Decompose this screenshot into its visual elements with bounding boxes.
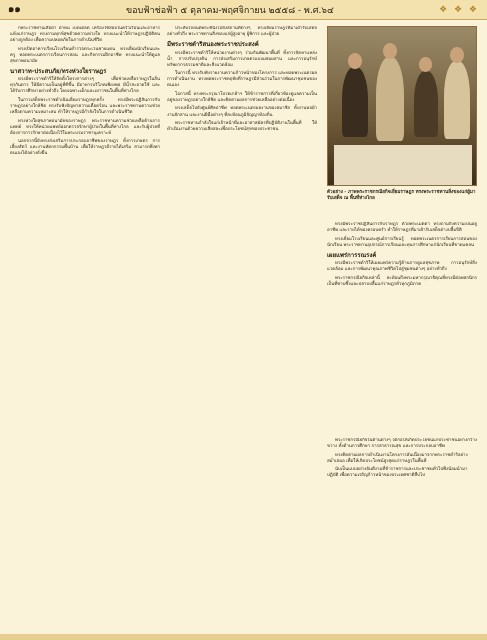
section-heading: นาสวาท-ประสบภัย/ทรงห่วงใยราษฎร	[10, 67, 107, 75]
photo-head	[348, 53, 362, 69]
page-number: ๑๑	[8, 4, 21, 15]
photo-person	[376, 57, 404, 141]
column-middle	[167, 26, 317, 632]
paragraph: ทรงเสด็จไปยังศูนย์ศิลปาชีพ ทอดพระเนตรผลงานของสมาชิก ทั้งงานทอผ้า งานจักสาน และงานฝีมือต่างๆ ที่สะท้อนภูมิปัญญาท้องถิ่น	[167, 106, 317, 118]
paragraph: ก็พระราชทานเสื้อผ้า ผ้าห่ม เบ็ดเตล็ด เครื่องใช้สอยในครัวเรือนและอาหารแห้งแก่ราษฎร ทรงถามทุกข์สุขด้วยความห่วงใย ทรงแนะนำให้ราษฎรปฏิบัติตนอย่างถูกต้อง เพื่อความปลอดภัยในการดำเนินชีวิต	[10, 26, 160, 44]
photo-table	[334, 145, 472, 185]
paragraph: ทรงเยี่ยมโรงเรียนและศูนย์การเรียนรู้ ทอดพระเนตรการเรียนการสอนของนักเรียน พระราชทานอุปกรณ์การเรียนและทุนการศึกษาแก่นักเรียนที่ขาดแคลน	[327, 236, 477, 248]
column-left	[10, 26, 160, 632]
photo-person	[414, 71, 438, 137]
paragraph: โอกาสนี้ ทรงพระกรุณาโปรดเกล้าฯ ให้ข้าราชการที่เกี่ยวข้องดูแลความเป็นอยู่ของราษฎรอย่างใกล้ชิด และติดตามผลการช่วยเหลืออย่างต่อเนื่อง	[167, 91, 317, 103]
section-heading: มีพระราชดำริสนองพระราชประสงค์	[167, 41, 259, 49]
paragraph: ทรงเปิดอาคารเรียนโรงเรียนตำรวจตระเวนชายแดน ทรงเยี่ยมนักเรียนและครู ทอดพระเนตรการเรียนการสอน และกิจกรรมฝึกอาชีพ ทรงแนะนำให้ดูแลสุขภาพอนามัย	[10, 46, 160, 64]
paragraph: ทรงมีพระราชดำริให้หน่วยงานต่างๆ ร่วมกันพัฒนาพื้นที่ ทั้งการจัดหาแหล่งน้ำ การปรับปรุงดิน การส่งเสริมการเกษตรแบบผสมผสาน และการอนุรักษ์ทรัพยากรธรรมชาติและสิ่งแวดล้อม	[167, 50, 317, 68]
column-right-top	[327, 222, 477, 432]
paragraph: ทรงมีพระราชดำริให้เผยแพร่ความรู้ด้านการดูแลสุขภาพ การอนุรักษ์สิ่งแวดล้อม และการพัฒนาคุณภาพชีวิตไปสู่ชุมชนต่างๆ อย่างทั่วถึง	[327, 261, 477, 273]
paragraph: ในการนี้ ทรงรับฟังรายงานความก้าวหน้าของโครงการ และทอดพระเนตรผลการดำเนินงาน ทรงพอพระราชหฤทัยที่ราษฎรมีส่วนร่วมในการพัฒนาชุมชนของตนเอง	[167, 71, 317, 89]
paragraph: ทรงห่วงใยสุขภาพอนามัยของราษฎร พระราชทานความช่วยเหลือด้านการแพทย์ ทรงให้หน่วยแพทย์ออกตรวจรักษาผู้ป่วยในพื้นที่ห่างไกล และรับผู้ป่วยที่ต้องการการรักษาต่อเนื่องไว้ในพระบรมราชานุเคราะห์	[10, 118, 160, 136]
photo-head	[383, 43, 397, 59]
paragraph: พระราชกรณียกิจในด้านต่างๆ ได้ก่อให้เกิดประโยชน์แก่ประชาชนอย่างกว้างขวาง ทั้งด้านการศึกษา การสาธารณสุข และการประกอบอาชีพ	[327, 438, 477, 450]
photo-person	[444, 61, 470, 139]
paragraph: ในการเสด็จพระราชดำเนินเยี่ยมราษฎรทุกครั้ง ทรงมีพระปฏิสันถารกับราษฎรอย่างใกล้ชิด ทรงรับฟังปัญหาความเดือดร้อน และพระราชทานความช่วยเหลือตามความเหมาะสม ทำให้ราษฎรมีกำลังใจในการดำเนินชีวิต	[10, 97, 160, 116]
photo-caption: ตัวอย่าง - ภาพพระราชกรณียกิจเยี่ยมราษฎร ทรงพระราชทานสิ่งของแก่ผู้มารับเสด็จ ณ พื้นที่ห่างไกล	[327, 190, 476, 202]
photo-head	[419, 57, 432, 72]
paragraph: พระราชกรณียกิจเหล่านี้ สะท้อนถึงพระมหากรุณาธิคุณที่ทรงมีต่อพสกนิกร เป็นที่ซาบซึ้งและปลาบปลื้มแก่ราษฎรทั่วทุกภูมิภาค	[327, 275, 477, 287]
paragraph: ทรงมีพระราชปฏิสันถารกับราษฎร ด้วยพระเมตตา ทรงถามถึงความเป็นอยู่ อาชีพ และรายได้ของครอบครัว ทำให้ราษฎรที่มาเฝ้ารับเสด็จต่างปลื้มปีติ	[327, 222, 477, 234]
paragraph: นับเป็นแบบอย่างอันดีงามที่ข้าราชการและประชาชนทั่วไปพึงน้อมนำมาปฏิบัติ เพื่อความเจริญก้าวหน้าของประเทศชาติสืบไป	[327, 467, 468, 479]
paragraph: ประทับรถยนต์พระที่นั่งไปยังสถานที่ต่างๆ ทรงเยี่ยมราษฎรที่มาเฝ้ารับเสด็จอย่างทั่วถึง พระราชทานสิ่งของแก่ผู้สูงอายุ ผู้พิการ และผู้ป่วย	[167, 26, 317, 38]
photo-person	[342, 67, 368, 137]
paragraph: นอกจากนี้ยังทรงส่งเสริมการประกอบอาชีพของราษฎร ทั้งการเกษตร การเลี้ยงสัตว์ และงานหัตถกรรมพื้นบ้าน เพื่อให้ราษฎรมีรายได้เสริม สามารถพึ่งพาตนเองได้อย่างยั่งยืน	[10, 139, 160, 157]
paragraph: พระราชทานกำลังใจแก่เจ้าหน้าที่และอาสาสมัครที่ปฏิบัติงานในพื้นที่ ให้ดำเนินงานด้วยความเสียสละเพื่อประโยชน์สุขของประชาชน	[167, 121, 317, 133]
paragraph: ทรงติดตามผลการดำเนินงานโครงการอันเนื่องมาจากพระราชดำริอย่างสม่ำเสมอ เพื่อให้เกิดประโยชน์สูงสุดแก่ราษฎรในพื้นที่	[327, 452, 468, 464]
column-right-bottom	[327, 438, 477, 632]
section-heading: เผยแพร่การรณรงค์	[327, 251, 377, 259]
page-header	[0, 0, 487, 20]
header-title: ขอบฟ้าช่อฟ้า ๕ ตุลาคม-พฤศจิกายน ๒๕๕๘ - พ.ศ.๖๔	[125, 5, 334, 16]
news-photo	[327, 26, 477, 186]
ornament-icon: ❖ ❖ ❖	[439, 4, 479, 15]
footer-bar	[0, 634, 487, 640]
paragraph: ทรงมีพระราชดำริให้จัดตั้งโครงการต่างๆ เพื่อช่วยเหลือราษฎรในถิ่นทุรกันดาร ให้มีความเป็นอยู่ที่ดีขึ้น มีอาหารบริโภคเพียงพอ มีน้ำสะอาดใช้ และได้รับการศึกษาอย่างทั่วถึง โดยเฉพาะเด็กและเยาวชนในพื้นที่ห่างไกล	[10, 77, 160, 95]
photo-head	[450, 47, 464, 63]
